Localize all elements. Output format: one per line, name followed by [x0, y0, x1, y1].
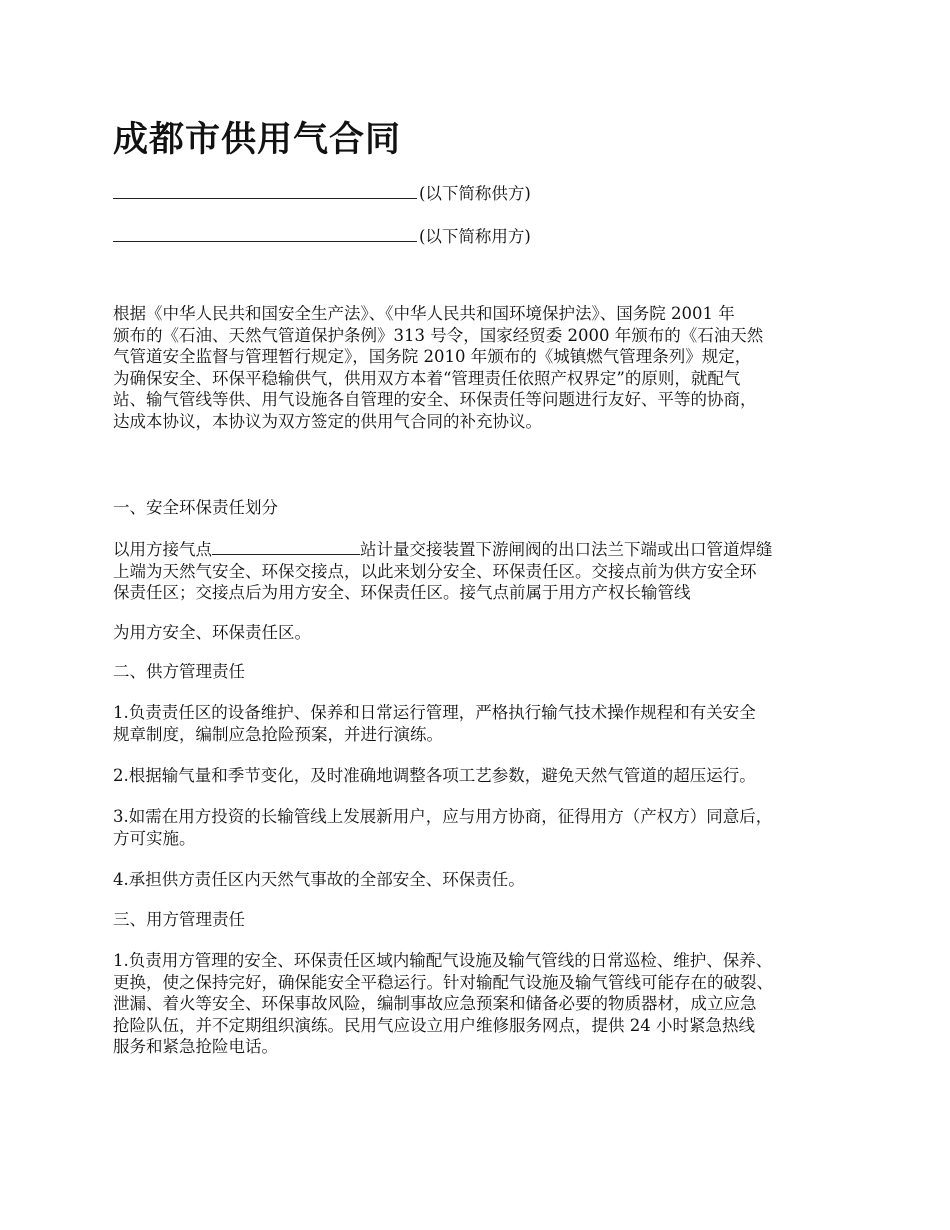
- section3-heading: 三、用方管理责任: [113, 910, 245, 929]
- preamble-line: 达成本协议，本协议为双方签定的供用气合同的补充协议。: [113, 411, 542, 431]
- section2-item-3-line: 3.如需在用方投资的长输管线上发展新用户，应与用方协商，征得用方（产权方）同意后，: [113, 807, 773, 826]
- section1-heading: 一、安全环保责任划分: [113, 498, 278, 517]
- section2-item-1-line: 1.负责责任区的设备维护、保养和日常运行管理，严格执行输气技术操作规程和有关安全: [113, 703, 756, 722]
- section1-first-suffix: 站计量交接装置下游闸阀的出口法兰下端或出口管道焊缝: [360, 540, 773, 559]
- user-name-blank: [113, 223, 417, 242]
- station-name-blank: [212, 537, 360, 555]
- section2-heading: 二、供方管理责任: [113, 662, 245, 681]
- section3-item-1-line: 泄漏、着火等安全、环保事故风险，编制事故应急预案和储备必要的物质器材，成立应急: [113, 994, 757, 1013]
- preamble-paragraph: [113, 303, 853, 432]
- preamble-line: 为确保安全、环保平稳输供气，供用双方本着“管理责任依照产权界定”的原则，就配气: [113, 368, 741, 388]
- document-title: 成都市供用气合同: [113, 120, 402, 160]
- section1-first-line: [113, 537, 853, 561]
- section2-item-1: [113, 702, 853, 745]
- preamble-line: 站、输气管线等供、用气设施各自管理的安全、环保责任等问题进行友好、平等的协商，: [113, 390, 757, 409]
- supplier-party-line: [113, 180, 531, 204]
- section3-item-1: [113, 950, 853, 1058]
- section2-item-1-line: 规章制度，编制应急抢险预案，并进行演练。: [113, 724, 443, 744]
- preamble-line: 气管道安全监督与管理暂行规定》，国务院 2010 年颁布的《城镇燃气管理条列》规定，: [113, 347, 752, 366]
- user-suffix: (以下简称用方): [419, 227, 531, 246]
- section1-prefix: 以用方接气点: [113, 540, 212, 559]
- section3-item-1-line: 抢险队伍，并不定期组织演练。民用气应设立用户维修服务网点，提供 24 小时紧急热线: [113, 1015, 755, 1035]
- supplier-name-blank: [113, 180, 417, 199]
- section1-line: 保责任区；交接点后为用方安全、环保责任区。接气点前属于用方产权长输管线: [113, 583, 691, 602]
- section2-item-3-line: 方可实施。: [113, 828, 196, 848]
- section3-item-1-line: 服务和紧急抢险电话。: [113, 1037, 278, 1056]
- section2-item-3: [113, 806, 853, 849]
- preamble-line: 颁布的《石油、天然气管道保护条例》313 号令，国家经贸委 2000 年颁布的《石油天然: [113, 325, 764, 345]
- section1-paragraph-2: 为用方安全、环保责任区。: [113, 623, 311, 642]
- section3-item-1-line: 更换，使之保持完好，确保能安全平稳运行。针对输配气设施及输气管线可能存在的破裂、: [113, 972, 773, 992]
- section2-item-2: 2.根据输气量和季节变化，及时准确地调整各项工艺参数，避免天然气管道的超压运行。: [113, 766, 756, 785]
- supplier-suffix: (以下简称供方): [419, 184, 531, 203]
- section1-line: 上端为天然气安全、环保交接点，以此来划分安全、环保责任区。交接点前为供方安全环: [113, 561, 757, 581]
- section2-item-4: 4.承担供方责任区内天然气事故的全部安全、环保责任。: [113, 870, 525, 889]
- section1-paragraph: [113, 537, 853, 604]
- preamble-line: 根据《中华人民共和国安全生产法》、《中华人民共和国环境保护法》、国务院 2001 年: [113, 304, 735, 323]
- user-party-line: [113, 223, 531, 247]
- section3-item-1-line: 1.负责用方管理的安全、环保责任区域内输配气设施及输气管线的日常巡检、维护、保养、: [113, 951, 773, 970]
